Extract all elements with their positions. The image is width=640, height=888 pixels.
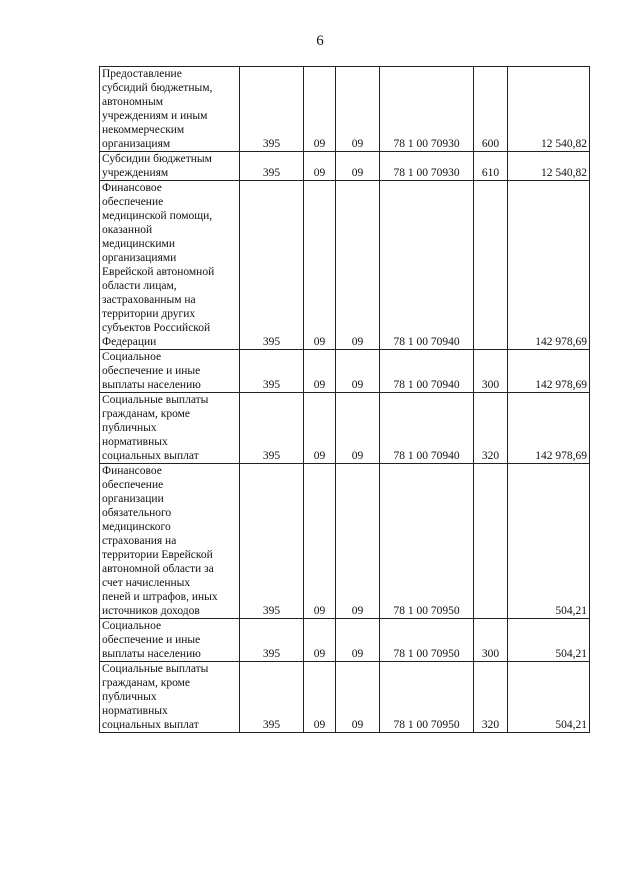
subsection-code: 09 [336,350,380,393]
ministry-code: 395 [240,464,304,619]
ministry-code: 395 [240,350,304,393]
section-code: 09 [304,181,336,350]
expense-name: Социальные выплаты гражданам, кроме публичных нормативных социальных выплат [100,393,240,464]
ministry-code: 395 [240,152,304,181]
target-article-code: 78 1 00 70930 [380,152,474,181]
section-code: 09 [304,662,336,733]
expense-name: Социальное обеспечение и иные выплаты населению [100,350,240,393]
amount: 142 978,69 [508,350,590,393]
ministry-code: 395 [240,67,304,152]
amount: 12 540,82 [508,67,590,152]
table-row [100,152,590,181]
table-row [100,350,590,393]
section-code: 09 [304,393,336,464]
target-article-code: 78 1 00 70950 [380,464,474,619]
target-article-code: 78 1 00 70940 [380,350,474,393]
expense-type-code: 320 [474,662,508,733]
expense-type-code: 320 [474,393,508,464]
section-code: 09 [304,152,336,181]
budget-table [99,66,590,733]
subsection-code: 09 [336,619,380,662]
table-row [100,464,590,619]
target-article-code: 78 1 00 70930 [380,67,474,152]
amount: 142 978,69 [508,181,590,350]
ministry-code: 395 [240,393,304,464]
table-row [100,619,590,662]
section-code: 09 [304,464,336,619]
subsection-code: 09 [336,67,380,152]
target-article-code: 78 1 00 70940 [380,181,474,350]
subsection-code: 09 [336,662,380,733]
expense-name: Финансовое обеспечение организации обязательного медицинского страхования на территории Еврейской автономной области за счет начисленных пеней и штрафов, иных источников доходов [100,464,240,619]
ministry-code: 395 [240,181,304,350]
section-code: 09 [304,619,336,662]
page-number: 6 [316,33,324,49]
expense-type-code [474,464,508,619]
subsection-code: 09 [336,181,380,350]
table-row [100,393,590,464]
expense-name: Финансовое обеспечение медицинской помощи, оказанной медицинскими организациями Еврейской автономной области лицам, застрахованным на территории других субъектов Российской Федерации [100,181,240,350]
amount: 142 978,69 [508,393,590,464]
expense-type-code [474,181,508,350]
ministry-code: 395 [240,619,304,662]
amount: 504,21 [508,619,590,662]
section-code: 09 [304,350,336,393]
subsection-code: 09 [336,464,380,619]
expense-name: Субсидии бюджетным учреждениям [100,152,240,181]
expense-type-code: 300 [474,350,508,393]
expense-name: Социальное обеспечение и иные выплаты населению [100,619,240,662]
expense-type-code: 600 [474,67,508,152]
table-row [100,662,590,733]
target-article-code: 78 1 00 70940 [380,393,474,464]
subsection-code: 09 [336,393,380,464]
expense-type-code: 610 [474,152,508,181]
amount: 504,21 [508,464,590,619]
expense-name: Предоставление субсидий бюджетным, автономным учреждениям и иным некоммерческим организациям [100,67,240,152]
subsection-code: 09 [336,152,380,181]
expense-name: Социальные выплаты гражданам, кроме публичных нормативных социальных выплат [100,662,240,733]
table-row [100,181,590,350]
amount: 504,21 [508,662,590,733]
target-article-code: 78 1 00 70950 [380,619,474,662]
amount: 12 540,82 [508,152,590,181]
table-row [100,67,590,152]
ministry-code: 395 [240,662,304,733]
expense-type-code: 300 [474,619,508,662]
section-code: 09 [304,67,336,152]
target-article-code: 78 1 00 70950 [380,662,474,733]
